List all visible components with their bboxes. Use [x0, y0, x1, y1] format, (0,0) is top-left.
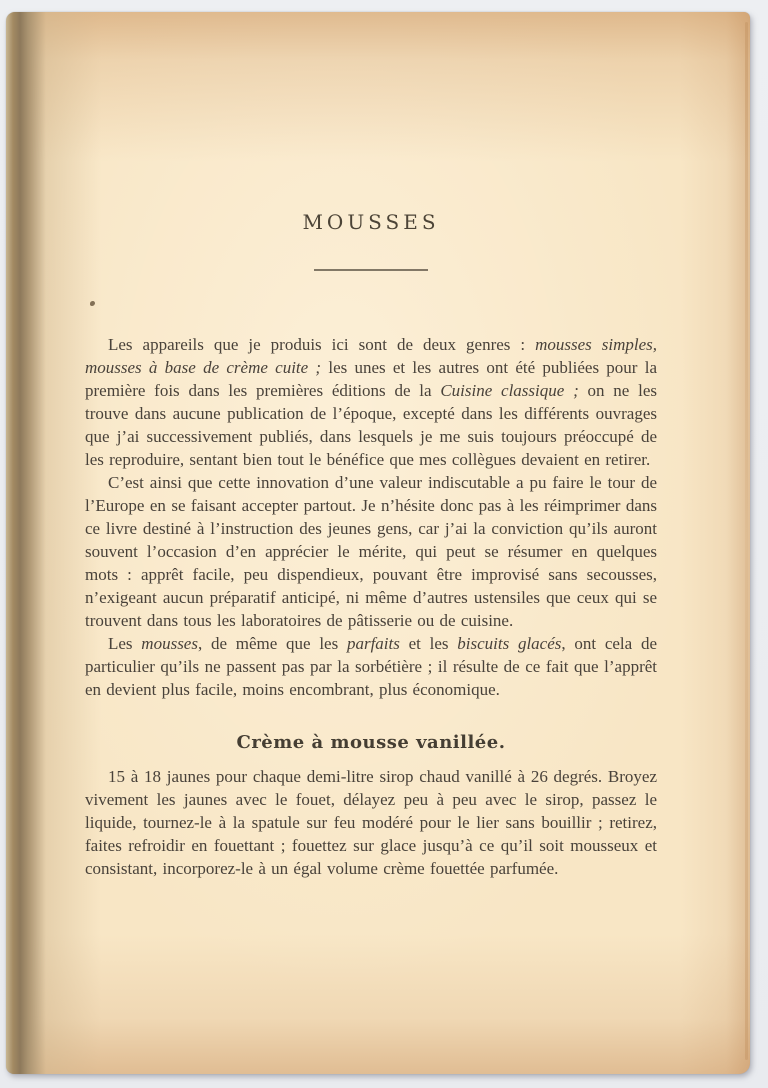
page-content: [85, 12, 657, 880]
intro-paragraph-3: Les mousses, de même que les parfaits et les biscuits glacés, ont cela de particulier qu’ils ne passent pas par la sorbétière ; il résulte de ce fait que l’apprêt en devient plus facile, moins encombrant, plus économique.: [85, 634, 657, 699]
recipe-heading: Crème à mousse vanillée.: [236, 732, 506, 753]
title-divider: [314, 269, 428, 271]
intro-paragraph-1: Les appareils que je produis ici sont de deux genres : mousses simples, mousses à base de crème cuite ; les unes et les autres ont été publiées pour la première fois dans les premières éditions de la Cuisine classique ; on ne les trouve dans aucune publication de l’époque, excepté dans les différents ouvrages que j’ai successivement publiés, dans lesquels je me suis toujours préoccupé de les reproduire, sentant bien tout le bénéfice que mes collègues devaient en retirer.: [85, 335, 658, 469]
body-text: [85, 333, 657, 880]
chapter-title: MOUSSES: [302, 210, 440, 234]
intro-paragraph-2: C’est ainsi que cette innovation d’une valeur indiscutable a pu faire le tour de l’Europe en se faisant accepter partout. Je n’hésite donc pas à les réimprimer dans ce livre destiné à l’instruction des jeunes gens, car j’ai la conviction qu’ils auront souvent l’occasion d’en apprécier le mérite, qui peut se résumer en quelques mots : apprêt facile, peu dispendieux, pouvant être improvisé sans secousses, n’exigeant aucun préparatif anticipé, ni même d’autres ustensiles que ceux qui se trouvent dans tous les laboratoires de pâtisserie ou de cuisine.: [85, 473, 657, 630]
book-page: [6, 12, 750, 1074]
recipe-paragraph: 15 à 18 jaunes pour chaque demi-litre sirop chaud vanillé à 26 degrés. Broyez vivement les jaunes avec le fouet, délayez peu à peu avec le sirop, passez le liquide, tournez-le à la spatule sur feu modéré pour le lier sans bouillir ; retirez, faites refroidir en fouettant ; fouettez sur glace jusqu’à ce qu’il soit mousseux et consistant, incorporez-le à un égal volume crème fouettée parfumée.: [85, 767, 657, 878]
